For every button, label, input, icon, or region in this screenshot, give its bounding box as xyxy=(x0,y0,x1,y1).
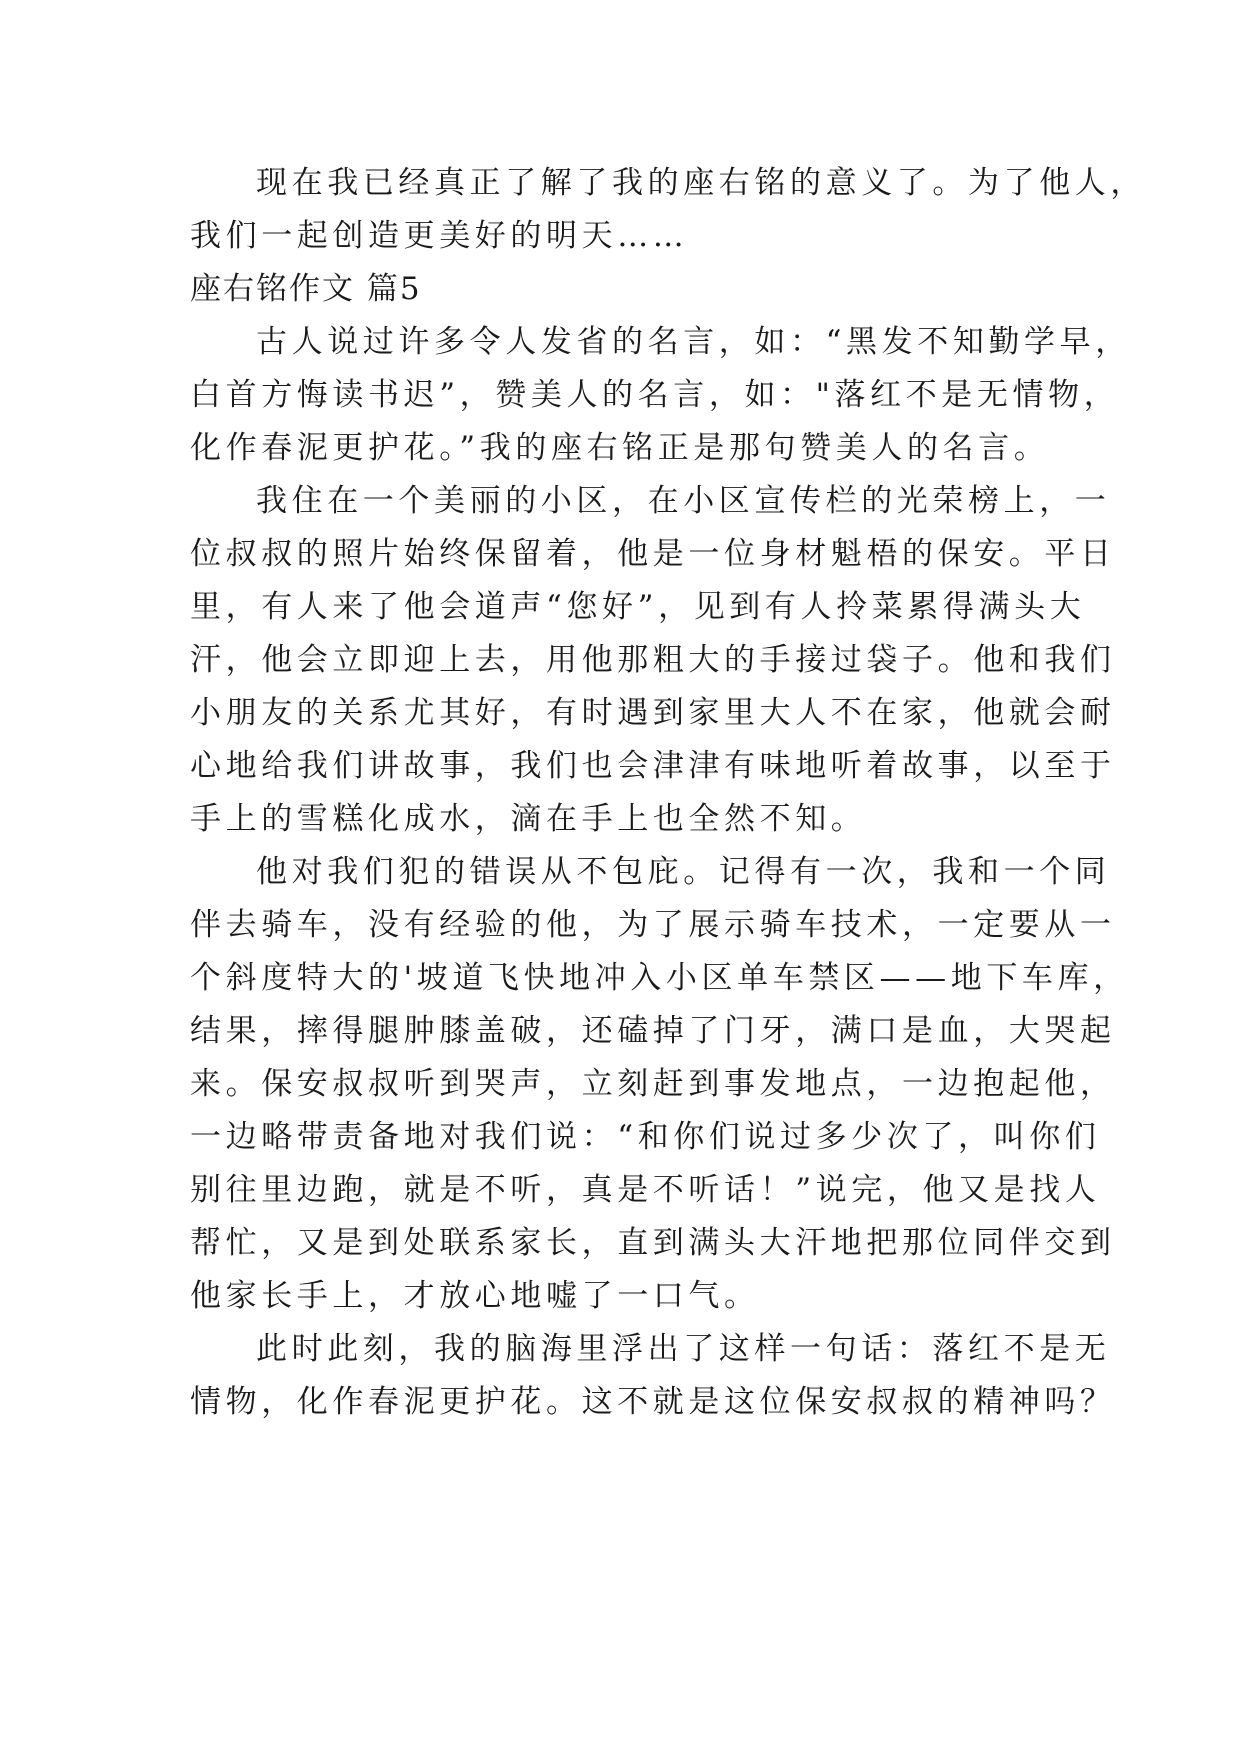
text-line: 伴去骑车，没有经验的他，为了展示骑车技术，一定要从一 xyxy=(190,907,1116,943)
document-body xyxy=(190,157,1146,1429)
text-line: 他家长手上，才放心地嘘了一口气。 xyxy=(190,1278,760,1314)
text-line: 此时此刻，我的脑海里浮出了这样一句话：落红不是无 xyxy=(256,1331,1111,1367)
text-line: 情物，化作春泥更护花。这不就是这位保安叔叔的精神吗？ xyxy=(190,1384,1116,1420)
text-line: 我住在一个美丽的小区，在小区宣传栏的光荣榜上，一 xyxy=(256,483,1111,519)
text-line: 白首方悔读书迟”，赞美人的名言，如："落红不是无情物， xyxy=(190,377,1120,413)
text-line: 里，有人来了他会道声“您好”，见到有人拎菜累得满头大 xyxy=(190,589,1086,625)
text-line: 别往里边跑，就是不听，真是不听话！”说完，他又是找人 xyxy=(190,1172,1101,1208)
text-line: 来。保安叔叔听到哭声，立刻赶到事发地点，一边抱起他， xyxy=(190,1066,1116,1102)
text-line: 小朋友的关系尤其好，有时遇到家里大人不在家，他就会耐 xyxy=(190,695,1116,731)
text-line: 手上的雪糕化成水，滴在手上也全然不知。 xyxy=(190,801,867,837)
text-line: 结果，摔得腿肿膝盖破，还磕掉了门牙，满口是血，大哭起 xyxy=(190,1013,1116,1049)
text-line: 他对我们犯的错误从不包庇。记得有一次，我和一个同 xyxy=(256,854,1111,890)
text-line: 现在我已经真正了解了我的座右铭的意义了。为了他人， xyxy=(256,165,1146,201)
text-line: 帮忙，又是到处联系家长，直到满头大汗地把那位同伴交到 xyxy=(190,1225,1116,1261)
text-line: 我们一起创造更美好的明天…… xyxy=(190,218,689,254)
text-line: 汗，他会立即迎上去，用他那粗大的手接过袋子。他和我们 xyxy=(190,642,1116,678)
text-line: 一边略带责备地对我们说：“和你们说过多少次了，叫你们 xyxy=(190,1119,1101,1155)
text-line: 位叔叔的照片始终保留着，他是一位身材魁梧的保安。平日 xyxy=(190,536,1116,572)
text-line: 古人说过许多令人发省的名言，如：“黑发不知勤学早， xyxy=(256,324,1131,360)
text-line: 化作春泥更护花。”我的座右铭正是那句赞美人的名言。 xyxy=(190,430,1050,466)
text-line: 心地给我们讲故事，我们也会津津有味地听着故事，以至于 xyxy=(190,748,1116,784)
text-line: 个斜度特大的'坡道飞快地冲入小区单车禁区——地下车库， xyxy=(190,960,1129,996)
section-title: 座右铭作文 篇5 xyxy=(190,271,422,307)
